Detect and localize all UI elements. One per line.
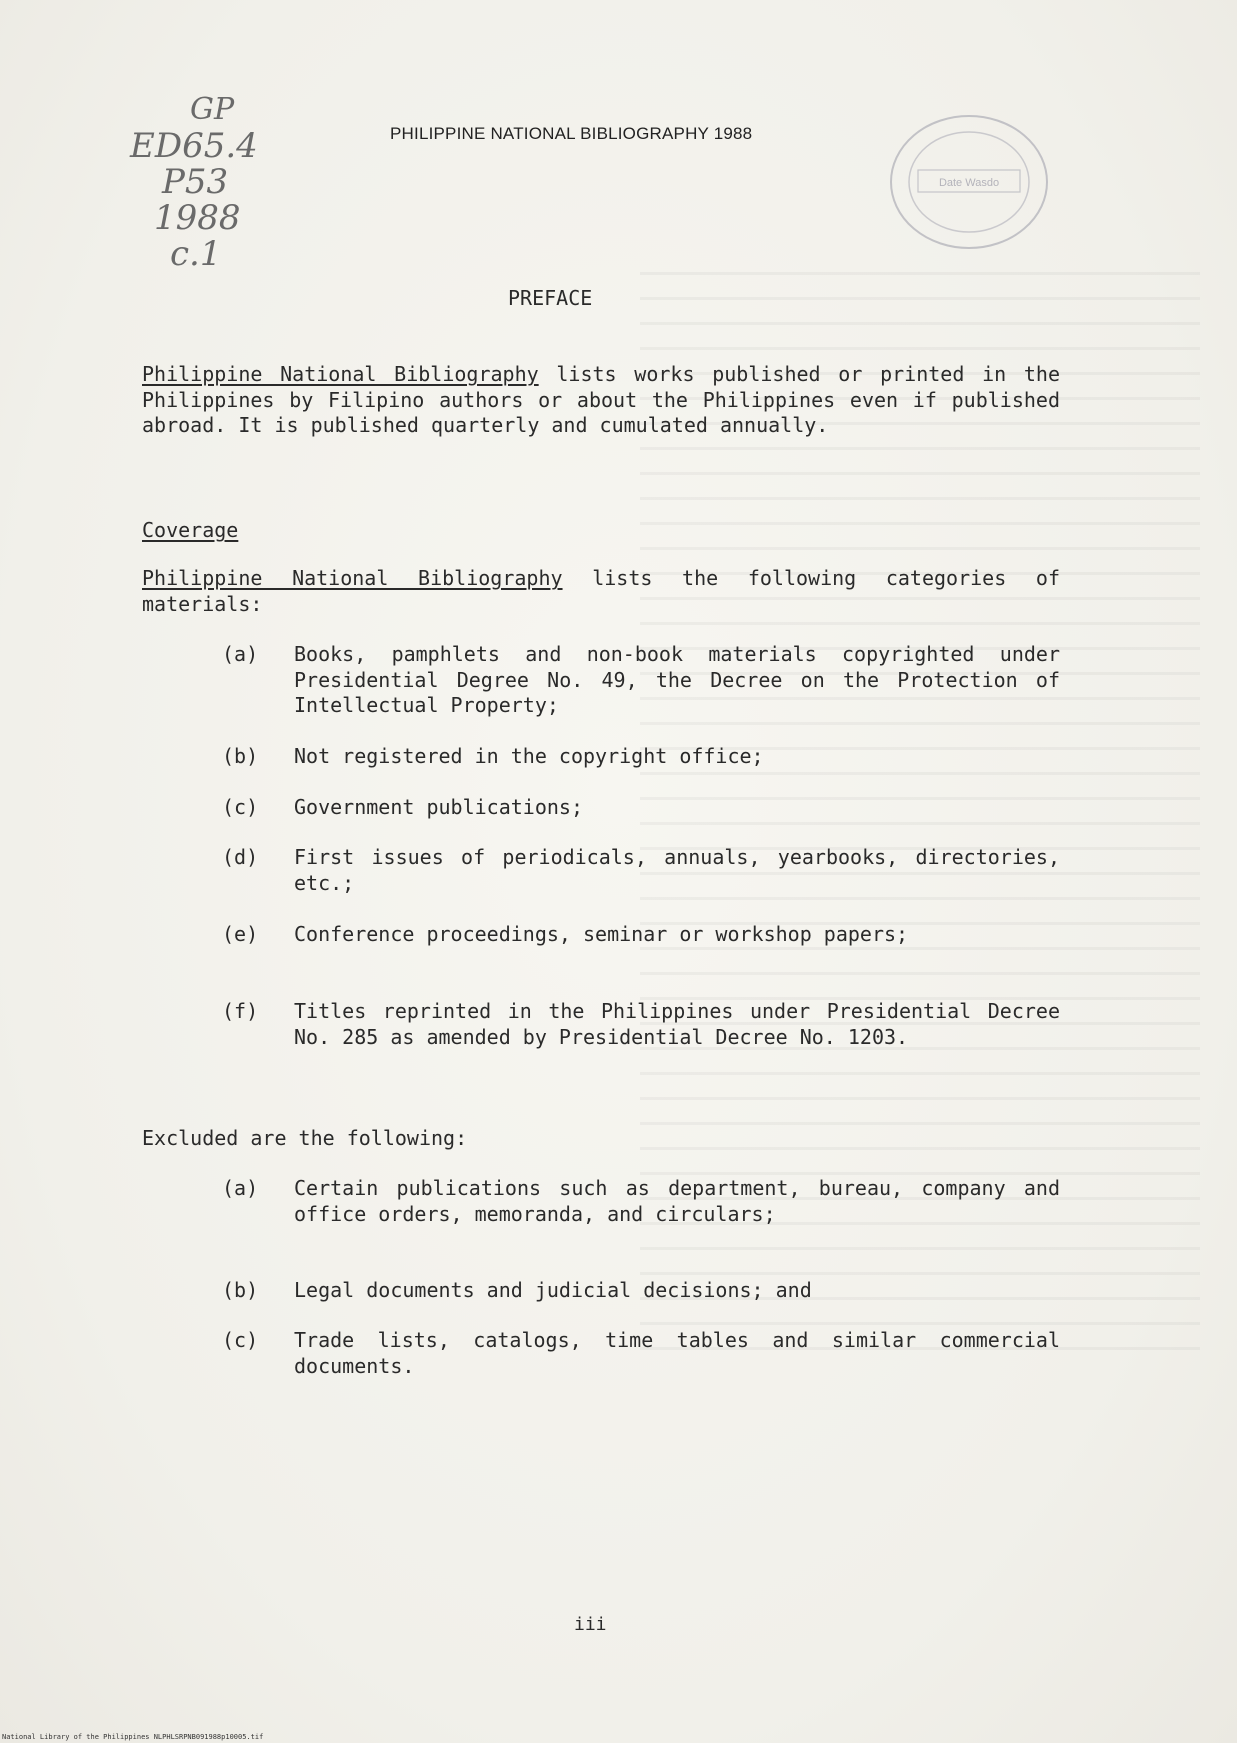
item-text: Certain publications such as department, bureau, company and office orders, memoranda, and circulars; bbox=[294, 1176, 1060, 1226]
call-number-line: ED65.4 bbox=[130, 126, 258, 166]
item-text: Titles reprinted in the Philippines under Presidential Decree No. 285 as amended by Presidential Decree No. 1203. bbox=[294, 999, 1060, 1049]
coverage-heading: Coverage bbox=[142, 518, 239, 542]
handwritten-call-number bbox=[130, 92, 258, 272]
library-stamp bbox=[888, 112, 1050, 252]
coverage-item bbox=[222, 744, 1060, 770]
coverage-item bbox=[222, 922, 1060, 948]
coverage-item bbox=[222, 999, 1060, 1050]
stamp-icon bbox=[888, 112, 1050, 252]
excluded-heading: Excluded are the following: bbox=[142, 1126, 468, 1150]
bibliography-title: Philippine National Bibliography bbox=[142, 362, 539, 386]
item-text: Conference proceedings, seminar or workshop papers; bbox=[294, 922, 909, 946]
item-text: Books, pamphlets and non-book materials copyrighted under Presidential Degree No. 49, the Decree on the Protection of Intellectual Property; bbox=[294, 642, 1060, 717]
call-number-line: c.1 bbox=[170, 234, 222, 274]
call-number-line: GP bbox=[190, 92, 235, 127]
item-label: (c) bbox=[222, 1328, 259, 1352]
call-number-line: P53 bbox=[162, 162, 229, 202]
item-text: Legal documents and judicial decisions; and bbox=[294, 1278, 812, 1302]
intro-paragraph bbox=[142, 362, 1060, 439]
item-label: (c) bbox=[222, 795, 259, 819]
preface-heading: PREFACE bbox=[508, 286, 593, 310]
excluded-item bbox=[222, 1278, 1060, 1304]
item-text: Trade lists, catalogs, time tables and similar commercial documents. bbox=[294, 1328, 1060, 1378]
item-label: (d) bbox=[222, 845, 259, 869]
excluded-item bbox=[222, 1176, 1060, 1227]
coverage-item bbox=[222, 795, 1060, 821]
page-number: iii bbox=[574, 1614, 607, 1635]
intro-text: lists works published or printed in the Philippines by Filipino authors or about the Philippines even if published abroad. It is published quarterly and cumulated annually. bbox=[142, 362, 1060, 437]
item-text: First issues of periodicals, annuals, yearbooks, directories, etc.; bbox=[294, 845, 1060, 895]
item-label: (e) bbox=[222, 922, 259, 946]
scan-footer: National Library of the Philippines NLPHLSRPNB091988p10005.tif bbox=[2, 1733, 264, 1741]
item-label: (a) bbox=[222, 642, 259, 666]
coverage-item bbox=[222, 642, 1060, 719]
item-label: (b) bbox=[222, 1278, 259, 1302]
item-label: (b) bbox=[222, 744, 259, 768]
coverage-item bbox=[222, 845, 1060, 896]
bibliography-title: Philippine National Bibliography bbox=[142, 566, 563, 590]
item-text: Not registered in the copyright office; bbox=[294, 744, 764, 768]
stamp-text: Date Wasdo bbox=[938, 177, 1000, 189]
excluded-item bbox=[222, 1328, 1060, 1379]
coverage-intro-text: lists the following categories of materials: bbox=[142, 566, 1060, 616]
call-number-line: 1988 bbox=[154, 198, 241, 238]
item-text: Government publications; bbox=[294, 795, 583, 819]
item-label: (f) bbox=[222, 999, 259, 1023]
page-header-title: PHILIPPINE NATIONAL BIBLIOGRAPHY 1988 bbox=[390, 124, 753, 143]
item-label: (a) bbox=[222, 1176, 259, 1200]
coverage-intro bbox=[142, 566, 1060, 617]
